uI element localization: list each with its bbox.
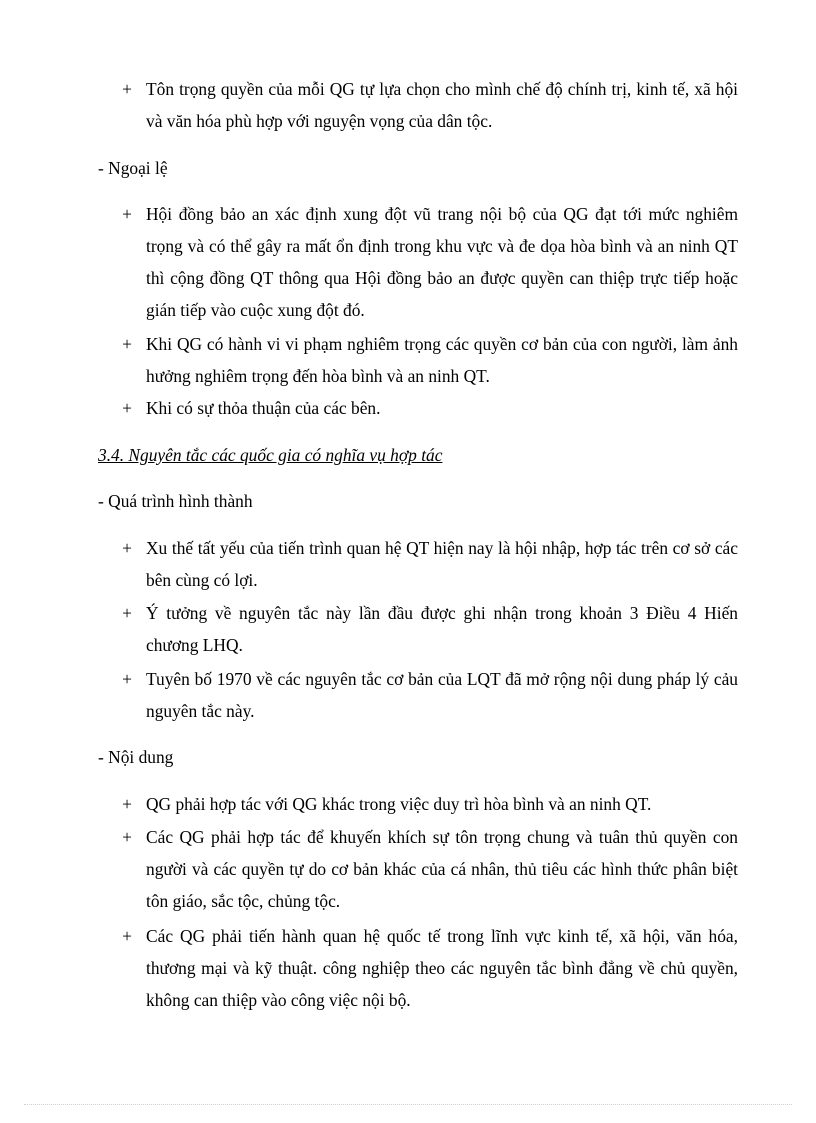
list-item-text: Các QG phải tiến hành quan hệ quốc tế trong lĩnh vực kinh tế, xã hội, văn hóa, thương mại và kỹ thuật. công nghiệp theo các nguyên tắc bình đẳng về chủ quyền, không can thiệp vào công việc nội bộ. — [146, 926, 738, 1010]
bullet-marker: + — [122, 794, 132, 814]
list-item-text: QG phải hợp tác với QG khác trong việc duy trì hòa bình và an ninh QT. — [146, 794, 652, 814]
heading-noi-dung: - Nội dung — [98, 747, 174, 767]
list-item — [98, 532, 738, 596]
heading-ngoai-le: - Ngoại lệ — [98, 158, 168, 178]
list-item-text: Tôn trọng quyền của mỗi QG tự lựa chọn cho mình chế độ chính trị, kinh tế, xã hội và văn hóa phù hợp với nguyện vọng của dân tộc. — [146, 79, 738, 131]
list-item — [98, 597, 738, 661]
list-item — [98, 663, 738, 727]
list-item — [98, 328, 738, 392]
bullet-marker: + — [122, 204, 132, 224]
bullet-marker: + — [122, 603, 132, 623]
list-item-text: Khi QG có hành vi vi phạm nghiêm trọng các quyền cơ bản của con người, làm ảnh hưởng nghiêm trọng đến hòa bình và an ninh QT. — [146, 334, 738, 386]
bullet-marker: + — [122, 398, 132, 418]
list-item-text: Xu thế tất yếu của tiến trình quan hệ QT hiện nay là hội nhập, hợp tác trên cơ sở các bên cùng có lợi. — [146, 538, 738, 590]
bullet-marker: + — [122, 334, 132, 354]
list-item-text: Khi có sự thỏa thuận của các bên. — [146, 398, 381, 418]
list-item — [98, 821, 738, 917]
section-title: 3.4. Nguyên tắc các quốc gia có nghĩa vụ hợp tác — [98, 445, 443, 465]
bullet-marker: + — [122, 79, 132, 99]
list-item — [98, 920, 738, 1016]
heading-qua-trinh-hinh-thanh: - Quá trình hình thành — [98, 491, 253, 511]
list-item-text: Các QG phải hợp tác để khuyến khích sự tôn trọng chung và tuân thủ quyền con người và các quyền tự do cơ bản khác của cá nhân, thủ tiêu các hình thức phân biệt tôn giáo, sắc tộc, chủng tộc. — [146, 827, 738, 911]
bullet-marker: + — [122, 669, 132, 689]
list-item — [98, 392, 738, 424]
bullet-marker: + — [122, 827, 132, 847]
page-bottom-border — [24, 1104, 792, 1105]
list-item — [98, 198, 738, 326]
list-item — [98, 788, 738, 820]
list-item-text: Hội đồng bảo an xác định xung đột vũ trang nội bộ của QG đạt tới mức nghiêm trọng và có thể gây ra mất ổn định trong khu vực và đe dọa hòa bình và an ninh QT thì cộng đồng QT thông qua Hội đồng bảo an được quyền can thiệp trực tiếp hoặc gián tiếp vào cuộc xung đột đó. — [146, 204, 738, 320]
list-item-text: Ý tưởng về nguyên tắc này lần đầu được ghi nhận trong khoản 3 Điều 4 Hiến chương LHQ. — [146, 603, 738, 655]
list-item-text: Tuyên bố 1970 về các nguyên tắc cơ bản của LQT đã mở rộng nội dung pháp lý cảu nguyên tắc này. — [146, 669, 738, 721]
bullet-marker: + — [122, 926, 132, 946]
bullet-marker: + — [122, 538, 132, 558]
list-item — [98, 73, 738, 137]
